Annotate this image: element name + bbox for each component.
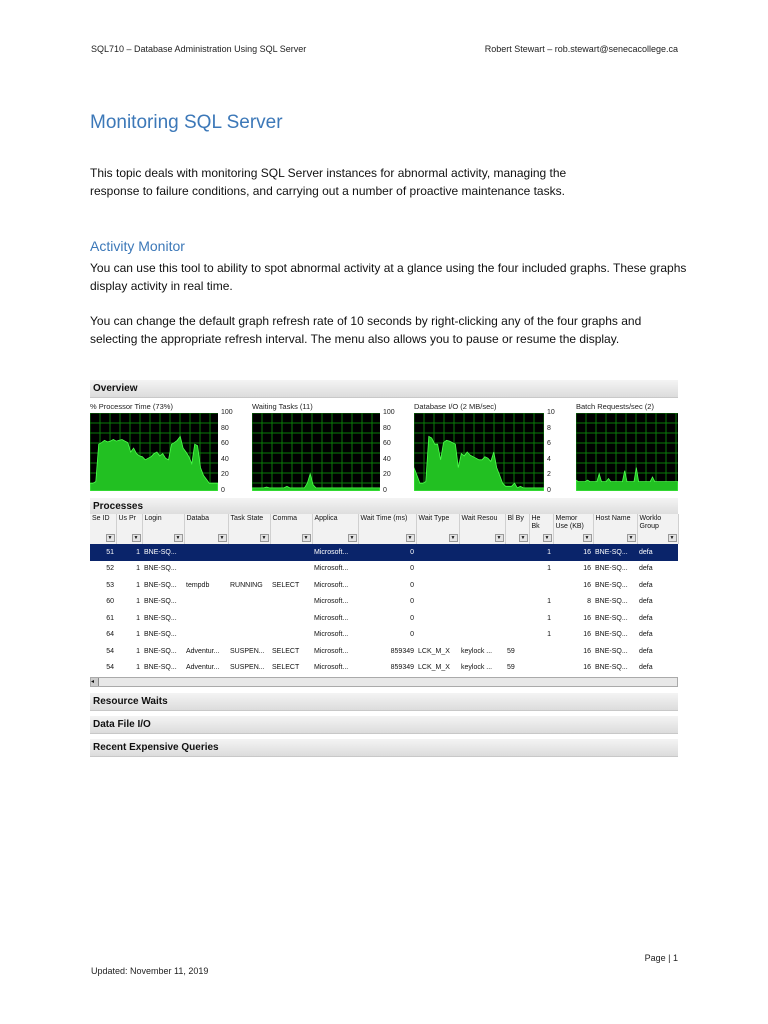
table-cell: defa — [639, 664, 653, 672]
table-cell: BNE-SQ... — [593, 544, 637, 561]
table-cell: 1 — [529, 544, 553, 561]
column-header-label: Se ID — [92, 515, 110, 522]
table-cell: tempdb — [186, 581, 210, 589]
filter-dropdown-icon[interactable]: ▼ — [449, 534, 458, 542]
filter-dropdown-icon[interactable]: ▼ — [302, 534, 311, 542]
table-cell: 1 — [547, 598, 551, 606]
table-cell — [459, 561, 505, 578]
table-cell: BNE-SQ... — [144, 631, 177, 639]
table-cell: Microsoft... — [314, 581, 349, 589]
graph-title: % Processor Time (73%) — [90, 402, 173, 411]
table-cell: Microsoft... — [314, 614, 349, 622]
table-cell: 16 — [583, 664, 591, 672]
table-cell: Microsoft... — [314, 664, 349, 672]
intro-paragraph: This topic deals with monitoring SQL Server instances for abnormal activity, managing the response to failure conditions, and carrying out a number of proactive maintenance tasks. — [90, 166, 567, 198]
table-cell: BNE-SQ... — [595, 598, 628, 606]
table-cell: defa — [639, 581, 653, 589]
column-header[interactable] — [459, 514, 505, 544]
axis-tick-label: 10 — [547, 409, 555, 416]
table-cell — [228, 627, 270, 644]
table-cell — [505, 627, 529, 644]
table-cell: 16 — [583, 647, 591, 655]
column-header[interactable] — [358, 514, 416, 544]
table-cell: 1 — [547, 565, 551, 573]
axis-tick-label: 40 — [221, 455, 229, 463]
graph-processor-time — [90, 402, 235, 492]
table-cell — [416, 561, 459, 578]
activity-monitor-screenshot — [90, 380, 678, 760]
column-header-label: Worklo Group — [639, 515, 662, 530]
column-header[interactable] — [116, 514, 142, 544]
table-cell — [184, 544, 228, 561]
graph-waiting-tasks — [252, 402, 397, 492]
filter-dropdown-icon[interactable]: ▼ — [406, 534, 415, 542]
table-body — [90, 544, 678, 676]
table-cell: BNE-SQ... — [144, 598, 177, 606]
column-header-label: Wait Time (ms) — [360, 515, 408, 522]
column-header[interactable] — [228, 514, 270, 544]
axis-tick-label: 100 — [383, 409, 395, 416]
table-cell — [184, 610, 228, 627]
table-cell — [529, 643, 553, 660]
axis-tick-label: 6 — [547, 440, 551, 448]
body-paragraph-1: You can use this tool to ability to spot abnormal activity at a glance using the four included graphs. These graphs display activity in real time. — [90, 261, 687, 293]
table-row[interactable] — [90, 660, 678, 677]
table-cell: 59 — [507, 664, 515, 672]
graph-plot — [576, 413, 678, 491]
table-cell: 859349 — [390, 664, 414, 672]
table-cell: 0 — [410, 565, 414, 573]
table-cell: Microsoft... — [314, 598, 349, 606]
axis-tick-label: 60 — [221, 440, 229, 448]
table-cell: 1 — [547, 631, 551, 639]
table-cell: 859349 — [390, 647, 414, 655]
recent-expensive-queries-header[interactable]: Recent Expensive Queries — [90, 739, 678, 757]
table-cell: keylock ... — [461, 664, 493, 672]
axis-tick-label: 4 — [547, 455, 551, 463]
table-cell: defa — [637, 544, 678, 561]
horizontal-scrollbar[interactable] — [90, 677, 678, 687]
header-course-title: SQL710 – Database Administration Using SQL Server — [91, 44, 307, 54]
table-cell: 59 — [507, 647, 515, 655]
section-heading: Activity Monitor — [90, 238, 185, 254]
column-header-label: Task State — [230, 515, 264, 522]
table-cell — [416, 594, 459, 611]
column-header[interactable] — [184, 514, 228, 544]
column-header[interactable] — [637, 514, 678, 544]
column-header[interactable] — [270, 514, 312, 544]
table-cell — [270, 627, 312, 644]
axis-tick-label: 20 — [221, 471, 229, 479]
table-cell — [270, 594, 312, 611]
table-cell: BNE-SQ... — [144, 565, 177, 573]
table-cell: 1 — [136, 631, 140, 639]
table-cell — [228, 561, 270, 578]
table-cell: Microsoft... — [314, 631, 349, 639]
table-cell — [459, 544, 505, 561]
table-cell: 1 — [136, 664, 140, 672]
table-cell — [459, 610, 505, 627]
table-cell — [505, 561, 529, 578]
data-file-io-header[interactable]: Data File I/O — [90, 716, 678, 734]
graph-plot — [252, 413, 380, 491]
table-cell: 16 — [583, 614, 591, 622]
table-cell: LCK_M_X — [418, 664, 450, 672]
axis-tick-label: 20 — [383, 471, 391, 479]
table-cell: BNE-SQ... — [144, 647, 177, 655]
table-cell: SELECT — [272, 664, 300, 672]
column-header-label: Applica — [314, 515, 338, 522]
scroll-left-arrow-icon[interactable]: ◂ — [91, 678, 99, 686]
table-cell: Adventur... — [186, 647, 220, 655]
table-cell — [416, 610, 459, 627]
column-header[interactable] — [593, 514, 637, 544]
table-cell: BNE-SQ... — [595, 565, 628, 573]
table-cell: 53 — [106, 581, 114, 589]
table-cell — [416, 544, 459, 561]
table-cell: 1 — [136, 598, 140, 606]
table-cell: BNE-SQ... — [595, 647, 628, 655]
axis-tick-label: 2 — [547, 471, 551, 479]
table-cell: 1 — [136, 614, 140, 622]
filter-dropdown-icon[interactable]: ▼ — [218, 534, 227, 542]
table-cell: BNE-SQ... — [142, 544, 184, 561]
table-cell — [270, 561, 312, 578]
table-cell: Microsoft... — [314, 647, 349, 655]
column-header-label: Wait Type — [418, 515, 450, 522]
column-header-label: He Bk — [531, 515, 541, 530]
table-cell — [270, 610, 312, 627]
table-cell: Microsoft... — [312, 544, 358, 561]
table-cell: 60 — [106, 598, 114, 606]
graph-plot — [414, 413, 544, 491]
table-row[interactable] — [90, 627, 678, 644]
table-cell — [505, 594, 529, 611]
table-cell: Adventur... — [186, 664, 220, 672]
column-header[interactable] — [312, 514, 358, 544]
table-cell: BNE-SQ... — [595, 581, 628, 589]
axis-tick-label: 0 — [221, 487, 225, 494]
table-cell: RUNNING — [230, 581, 263, 589]
graph-database-io — [414, 402, 559, 492]
filter-dropdown-icon[interactable]: ▼ — [106, 534, 115, 542]
table-cell — [459, 594, 505, 611]
table-cell: 16 — [583, 581, 591, 589]
filter-dropdown-icon[interactable]: ▼ — [260, 534, 269, 542]
table-cell: BNE-SQ... — [595, 631, 628, 639]
table-header-row — [90, 514, 678, 544]
page-title: Monitoring SQL Server — [90, 112, 283, 133]
column-header-label: Us Pr — [118, 515, 136, 522]
table-row[interactable] — [90, 577, 678, 594]
column-header[interactable] — [529, 514, 553, 544]
graph-plot — [90, 413, 218, 491]
table-cell: LCK_M_X — [418, 647, 450, 655]
column-header-label: Wait Resou — [461, 515, 498, 522]
processes-table — [90, 514, 679, 676]
table-cell: 64 — [106, 631, 114, 639]
filter-dropdown-icon[interactable]: ▼ — [348, 534, 357, 542]
filter-dropdown-icon[interactable]: ▼ — [174, 534, 183, 542]
column-header-label: Host Name — [595, 515, 631, 522]
axis-tick-label: 40 — [383, 455, 391, 463]
table-cell — [416, 627, 459, 644]
column-header[interactable] — [553, 514, 593, 544]
table-cell — [505, 544, 529, 561]
table-cell: BNE-SQ... — [595, 664, 628, 672]
table-cell: SUSPEN... — [230, 664, 265, 672]
table-cell — [505, 577, 529, 594]
column-header-label: Bl By — [507, 515, 524, 522]
table-cell: 16 — [583, 631, 591, 639]
table-cell: 8 — [587, 598, 591, 606]
table-cell — [228, 610, 270, 627]
axis-tick-label: 80 — [221, 424, 229, 432]
updated-date: Updated: November 11, 2019 — [91, 966, 209, 976]
table-cell — [459, 627, 505, 644]
overview-header[interactable]: Overview — [90, 380, 678, 398]
axis-tick-label: 80 — [383, 424, 391, 432]
table-cell: 1 — [116, 544, 142, 561]
axis-tick-label: 0 — [547, 487, 551, 494]
graph-batch-requests — [576, 402, 678, 492]
table-cell: 1 — [136, 581, 140, 589]
table-cell — [529, 577, 553, 594]
table-cell: defa — [639, 631, 653, 639]
filter-dropdown-icon[interactable]: ▼ — [543, 534, 552, 542]
table-cell: BNE-SQ... — [144, 664, 177, 672]
table-cell: 1 — [547, 614, 551, 622]
header-author: Robert Stewart – rob.stewart@senecacollege.ca — [484, 44, 678, 54]
table-cell: BNE-SQ... — [595, 614, 628, 622]
table-cell: 1 — [136, 647, 140, 655]
table-cell: 0 — [410, 614, 414, 622]
table-cell: BNE-SQ... — [144, 581, 177, 589]
column-header-label: Login — [144, 515, 162, 522]
filter-dropdown-icon[interactable]: ▼ — [583, 534, 592, 542]
graph-background — [252, 413, 380, 491]
table-row[interactable] — [90, 594, 678, 611]
table-cell: defa — [639, 565, 653, 573]
filter-dropdown-icon[interactable]: ▼ — [519, 534, 528, 542]
table-cell — [270, 544, 312, 561]
table-cell — [184, 561, 228, 578]
table-cell: defa — [639, 598, 653, 606]
table-cell — [505, 610, 529, 627]
processes-header[interactable]: Processes — [90, 498, 678, 516]
resource-waits-header[interactable]: Resource Waits — [90, 693, 678, 711]
table-cell: Microsoft... — [314, 565, 349, 573]
table-cell: 61 — [106, 614, 114, 622]
axis-tick-label: 8 — [547, 424, 551, 432]
axis-tick-label: 60 — [383, 440, 391, 448]
table-row[interactable] — [90, 544, 678, 561]
column-header[interactable] — [90, 514, 116, 544]
graph-title: Waiting Tasks (11) — [252, 402, 313, 411]
column-header-label: Databa — [186, 515, 210, 522]
filter-dropdown-icon[interactable]: ▼ — [627, 534, 636, 542]
table-cell — [228, 544, 270, 561]
column-header[interactable] — [142, 514, 184, 544]
axis-tick-label: 100 — [221, 409, 233, 416]
table-cell — [228, 594, 270, 611]
table-cell: SUSPEN... — [230, 647, 265, 655]
table-cell: SELECT — [272, 647, 300, 655]
table-cell: SELECT — [272, 581, 300, 589]
table-cell — [416, 577, 459, 594]
table-row[interactable] — [90, 610, 678, 627]
table-cell: 16 — [553, 544, 593, 561]
axis-tick-label: 0 — [383, 487, 387, 494]
table-cell: 51 — [90, 544, 116, 561]
table-cell: 54 — [106, 664, 114, 672]
table-cell: 1 — [136, 565, 140, 573]
table-cell: 54 — [106, 647, 114, 655]
column-header-label: Comma — [272, 515, 298, 522]
filter-dropdown-icon[interactable]: ▼ — [132, 534, 141, 542]
table-cell: 0 — [410, 581, 414, 589]
table-cell: BNE-SQ... — [144, 614, 177, 622]
table-cell — [459, 577, 505, 594]
column-header[interactable] — [416, 514, 459, 544]
table-row[interactable] — [90, 561, 678, 578]
table-row[interactable] — [90, 643, 678, 660]
table-cell: keylock ... — [461, 647, 493, 655]
table-cell: 0 — [410, 631, 414, 639]
table-cell: 0 — [410, 598, 414, 606]
table-cell: defa — [639, 647, 653, 655]
table-cell — [184, 594, 228, 611]
page-number: Page | 1 — [644, 953, 678, 963]
graph-title: Batch Requests/sec (2) — [576, 402, 654, 411]
filter-dropdown-icon[interactable]: ▼ — [668, 534, 677, 542]
column-header-label: Memor Use (KB) — [555, 515, 584, 530]
graph-background — [576, 413, 678, 491]
graph-title: Database I/O (2 MB/sec) — [414, 402, 497, 411]
table-cell: defa — [639, 614, 653, 622]
table-cell — [529, 660, 553, 677]
table-cell: 16 — [583, 565, 591, 573]
column-header[interactable] — [505, 514, 529, 544]
table-cell: 0 — [358, 544, 416, 561]
table-cell: 52 — [106, 565, 114, 573]
table-cell — [184, 627, 228, 644]
filter-dropdown-icon[interactable]: ▼ — [495, 534, 504, 542]
body-paragraph-2: You can change the default graph refresh rate of 10 seconds by right-clicking any of the four graphs and selecting the appropriate refresh interval. The menu also allows you to pause or resume the display. — [90, 314, 642, 346]
